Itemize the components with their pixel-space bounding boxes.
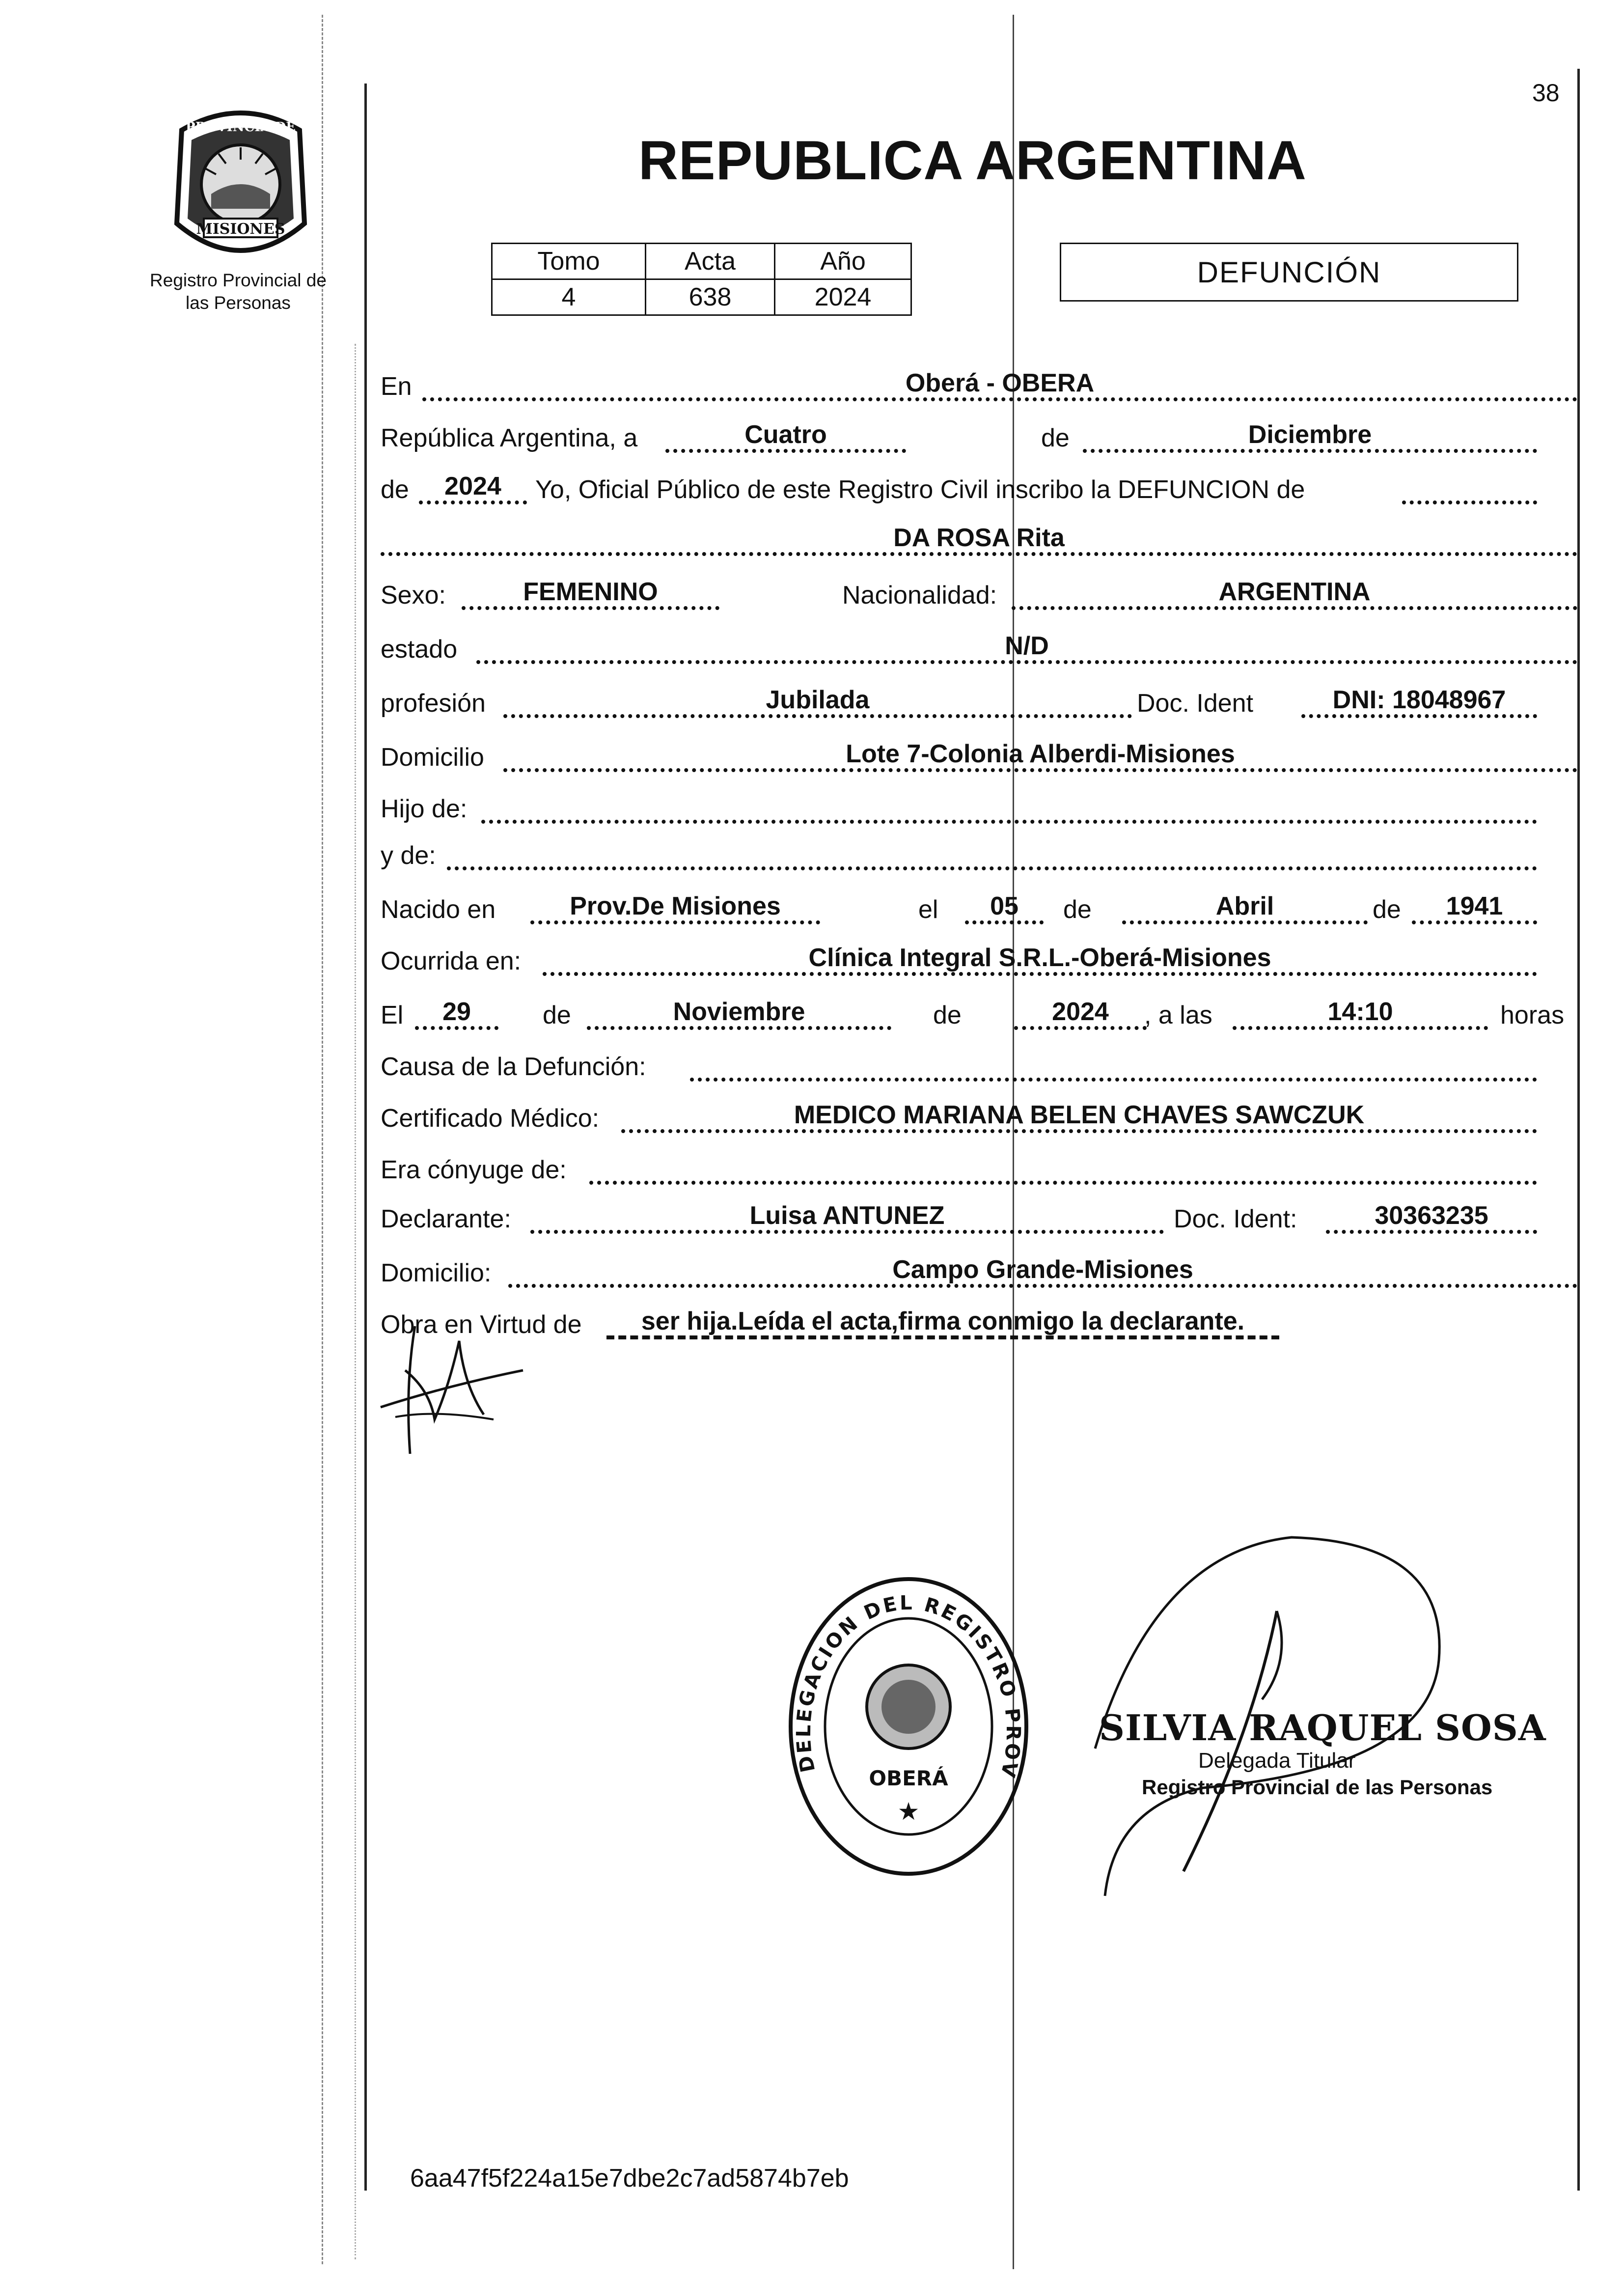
conyuge-label: Era cónyuge de: xyxy=(381,1156,567,1184)
seal-star-icon: ★ xyxy=(897,1797,920,1826)
declarant-signature xyxy=(376,1311,533,1459)
obra-value: ser hija.Leída el acta,firma conmigo la declarante. xyxy=(606,1307,1279,1339)
de5-label: de xyxy=(543,1001,571,1029)
de4-label: de xyxy=(1373,895,1401,924)
form-row-conyuge xyxy=(381,1149,1579,1194)
document-hash: 6aa47f5f224a15e7dbe2c7ad5874b7eb xyxy=(410,2164,849,2193)
form-row-declarante xyxy=(381,1198,1579,1243)
declarante-value: Luisa ANTUNEZ xyxy=(530,1201,1164,1234)
nac-anio: 1941 xyxy=(1412,892,1537,924)
logo-caption-line2: las Personas xyxy=(186,293,291,313)
causa-label: Causa de la Defunción: xyxy=(381,1053,646,1081)
de3-label: de xyxy=(1063,895,1092,924)
form-row-nombre xyxy=(381,521,1579,565)
form-row-ocurrida xyxy=(381,941,1579,985)
sexo-label: Sexo: xyxy=(381,581,446,610)
anio-value: 2024 xyxy=(419,472,527,504)
form-row-fecha xyxy=(381,417,1579,462)
registry-header-anio: Año xyxy=(775,244,911,279)
form-row-profesion xyxy=(381,683,1579,727)
form-row-hijo xyxy=(381,788,1579,833)
stamp-org: Registro Provincial de las Personas xyxy=(1142,1776,1493,1799)
fold-line xyxy=(1013,15,1014,2269)
registry-table xyxy=(491,243,912,316)
en-value: Oberá - OBERA xyxy=(422,369,1577,401)
form-row-defuncion-fecha xyxy=(381,995,1579,1039)
profesion-value: Jubilada xyxy=(503,686,1132,718)
form-row-anio xyxy=(381,469,1579,513)
dia-value: Cuatro xyxy=(665,420,906,453)
form-row-en xyxy=(381,366,1579,410)
ocurrida-label: Ocurrida en: xyxy=(381,947,522,975)
registry-value-tomo: 4 xyxy=(492,279,646,315)
nacionalidad-value: ARGENTINA xyxy=(1012,578,1577,610)
nacido-label: Nacido en xyxy=(381,895,496,924)
en-label: En xyxy=(381,372,412,401)
de2-label: de xyxy=(381,475,409,504)
sexo-value: FEMENINO xyxy=(462,578,719,610)
def-hora: 14:10 xyxy=(1233,998,1488,1030)
yde-value xyxy=(447,838,1537,870)
form-row-certificado xyxy=(381,1098,1579,1142)
yde-label: y de: xyxy=(381,841,436,870)
domicilio2-value: Campo Grande-Misiones xyxy=(508,1255,1577,1288)
domicilio2-label: Domicilio: xyxy=(381,1259,492,1287)
def-mes: Noviembre xyxy=(587,998,891,1030)
seal-inner-text: OBERÁ xyxy=(869,1766,948,1790)
el-label: el xyxy=(918,895,938,924)
doc-label: Doc. Ident xyxy=(1137,689,1254,718)
alas-label: , a las xyxy=(1144,1001,1212,1029)
de-label: de xyxy=(1041,424,1070,452)
page-number: 38 xyxy=(1532,79,1560,107)
ocurrida-value: Clínica Integral S.R.L.-Oberá-Misiones xyxy=(543,944,1537,976)
causa-value xyxy=(690,1049,1537,1082)
obra-label: Obra en Virtud de xyxy=(381,1310,582,1339)
nac-dia: 05 xyxy=(965,892,1044,924)
registry-header-tomo: Tomo xyxy=(492,244,646,279)
form-row-estado xyxy=(381,629,1579,673)
official-seal xyxy=(781,1564,1036,1884)
hijo-value xyxy=(481,791,1537,824)
form-row-domicilio xyxy=(381,737,1579,781)
domicilio-label: Domicilio xyxy=(381,743,484,772)
form-row-sexo xyxy=(381,575,1579,619)
logo-bottom-text: MISIONES xyxy=(196,221,285,238)
de6-label: de xyxy=(933,1001,962,1029)
mes-value: Diciembre xyxy=(1083,420,1537,453)
nombre-value: DA ROSA Rita xyxy=(381,524,1577,556)
page-title: REPUBLICA ARGENTINA xyxy=(638,130,1307,191)
horas-label: horas xyxy=(1500,1001,1565,1029)
stamp-role: Delegada Titular xyxy=(1198,1749,1356,1773)
form-row-yde xyxy=(381,835,1579,879)
stamp-name: SILVIA RAQUEL SOSA xyxy=(1099,1707,1546,1749)
oficial-blank xyxy=(1402,472,1537,504)
logo-top-text: PROVINCIA DE xyxy=(186,120,296,135)
def-dia: 29 xyxy=(415,998,498,1030)
form-row-nacido xyxy=(381,889,1579,933)
republica-label: República Argentina, a xyxy=(381,424,638,452)
nac-mes: Abril xyxy=(1122,892,1368,924)
doc2-label: Doc. Ident: xyxy=(1174,1205,1297,1233)
form-row-obra xyxy=(381,1304,1579,1348)
el2-label: El xyxy=(381,1001,404,1029)
logo-caption-line1: Registro Provincial de xyxy=(150,270,327,290)
nacionalidad-label: Nacionalidad: xyxy=(842,581,997,610)
certificado-label: Certificado Médico: xyxy=(381,1104,600,1133)
domicilio-value: Lote 7-Colonia Alberdi-Misiones xyxy=(503,740,1577,772)
conyuge-value xyxy=(589,1152,1537,1185)
certificado-value: MEDICO MARIANA BELEN CHAVES SAWCZUK xyxy=(621,1101,1537,1133)
registry-value-acta: 638 xyxy=(646,279,775,315)
form-row-domicilio2 xyxy=(381,1252,1579,1297)
nacido-value: Prov.De Misiones xyxy=(530,892,820,924)
estado-value: N/D xyxy=(476,632,1577,664)
hijo-label: Hijo de: xyxy=(381,795,468,823)
estado-label: estado xyxy=(381,635,458,664)
scan-line-left-2 xyxy=(355,344,356,2259)
scan-line-left xyxy=(322,15,323,2264)
profesion-label: profesión xyxy=(381,689,486,718)
doc2-value: 30363235 xyxy=(1326,1201,1537,1234)
frame-left-border xyxy=(364,83,367,2191)
form-row-causa xyxy=(381,1046,1579,1090)
province-logo xyxy=(157,101,324,268)
seal-outer-text: DELEGACION DEL REGISTRO PROV xyxy=(792,1591,1025,1781)
document-type-box: DEFUNCIÓN xyxy=(1060,243,1518,302)
oficial-text: Yo, Oficial Público de este Registro Civil inscribo la DEFUNCION de xyxy=(535,475,1305,504)
declarante-label: Declarante: xyxy=(381,1205,511,1233)
registry-value-anio: 2024 xyxy=(775,279,911,315)
logo-caption xyxy=(133,269,344,314)
registry-header-acta: Acta xyxy=(646,244,775,279)
doc-value: DNI: 18048967 xyxy=(1301,686,1537,718)
def-anio: 2024 xyxy=(1014,998,1147,1030)
